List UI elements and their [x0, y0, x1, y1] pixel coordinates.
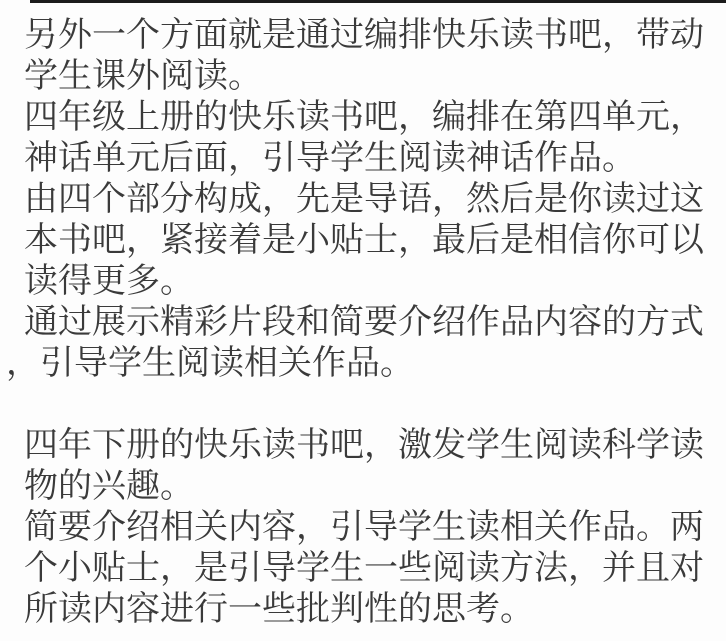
text-line: 由四个部分构成，先是导语，然后是你读过这 [24, 180, 704, 218]
text-line: 简要介绍相关内容，引导学生读相关作品。两 [24, 508, 704, 546]
text-line: 学生课外阅读。 [24, 57, 262, 95]
text-line: 另外一个方面就是通过编排快乐读书吧，带动 [24, 16, 704, 54]
text-line: 个小贴士，是引导学生一些阅读方法，并且对 [24, 549, 704, 587]
blank-line [24, 384, 722, 425]
text-line: 神话单元后面，引导学生阅读神话作品。 [24, 139, 636, 177]
text-line: 四年级上册的快乐读书吧，编排在第四单元， [24, 98, 704, 136]
document-text-block [6, 15, 722, 630]
text-line: 通过展示精彩片段和简要介绍作品内容的方式 [24, 303, 704, 341]
text-line: 读得更多。 [24, 262, 194, 300]
text-line: 物的兴趣。 [24, 467, 194, 505]
text-line: 四年下册的快乐读书吧，激发学生阅读科学读 [24, 426, 704, 464]
text-line: ，引导学生阅读相关作品。 [6, 344, 414, 382]
top-border-line [30, 0, 726, 3]
text-line: 所读内容进行一些批判性的思考。 [24, 590, 534, 628]
text-line: 本书吧，紧接着是小贴士，最后是相信你可以 [24, 221, 704, 259]
